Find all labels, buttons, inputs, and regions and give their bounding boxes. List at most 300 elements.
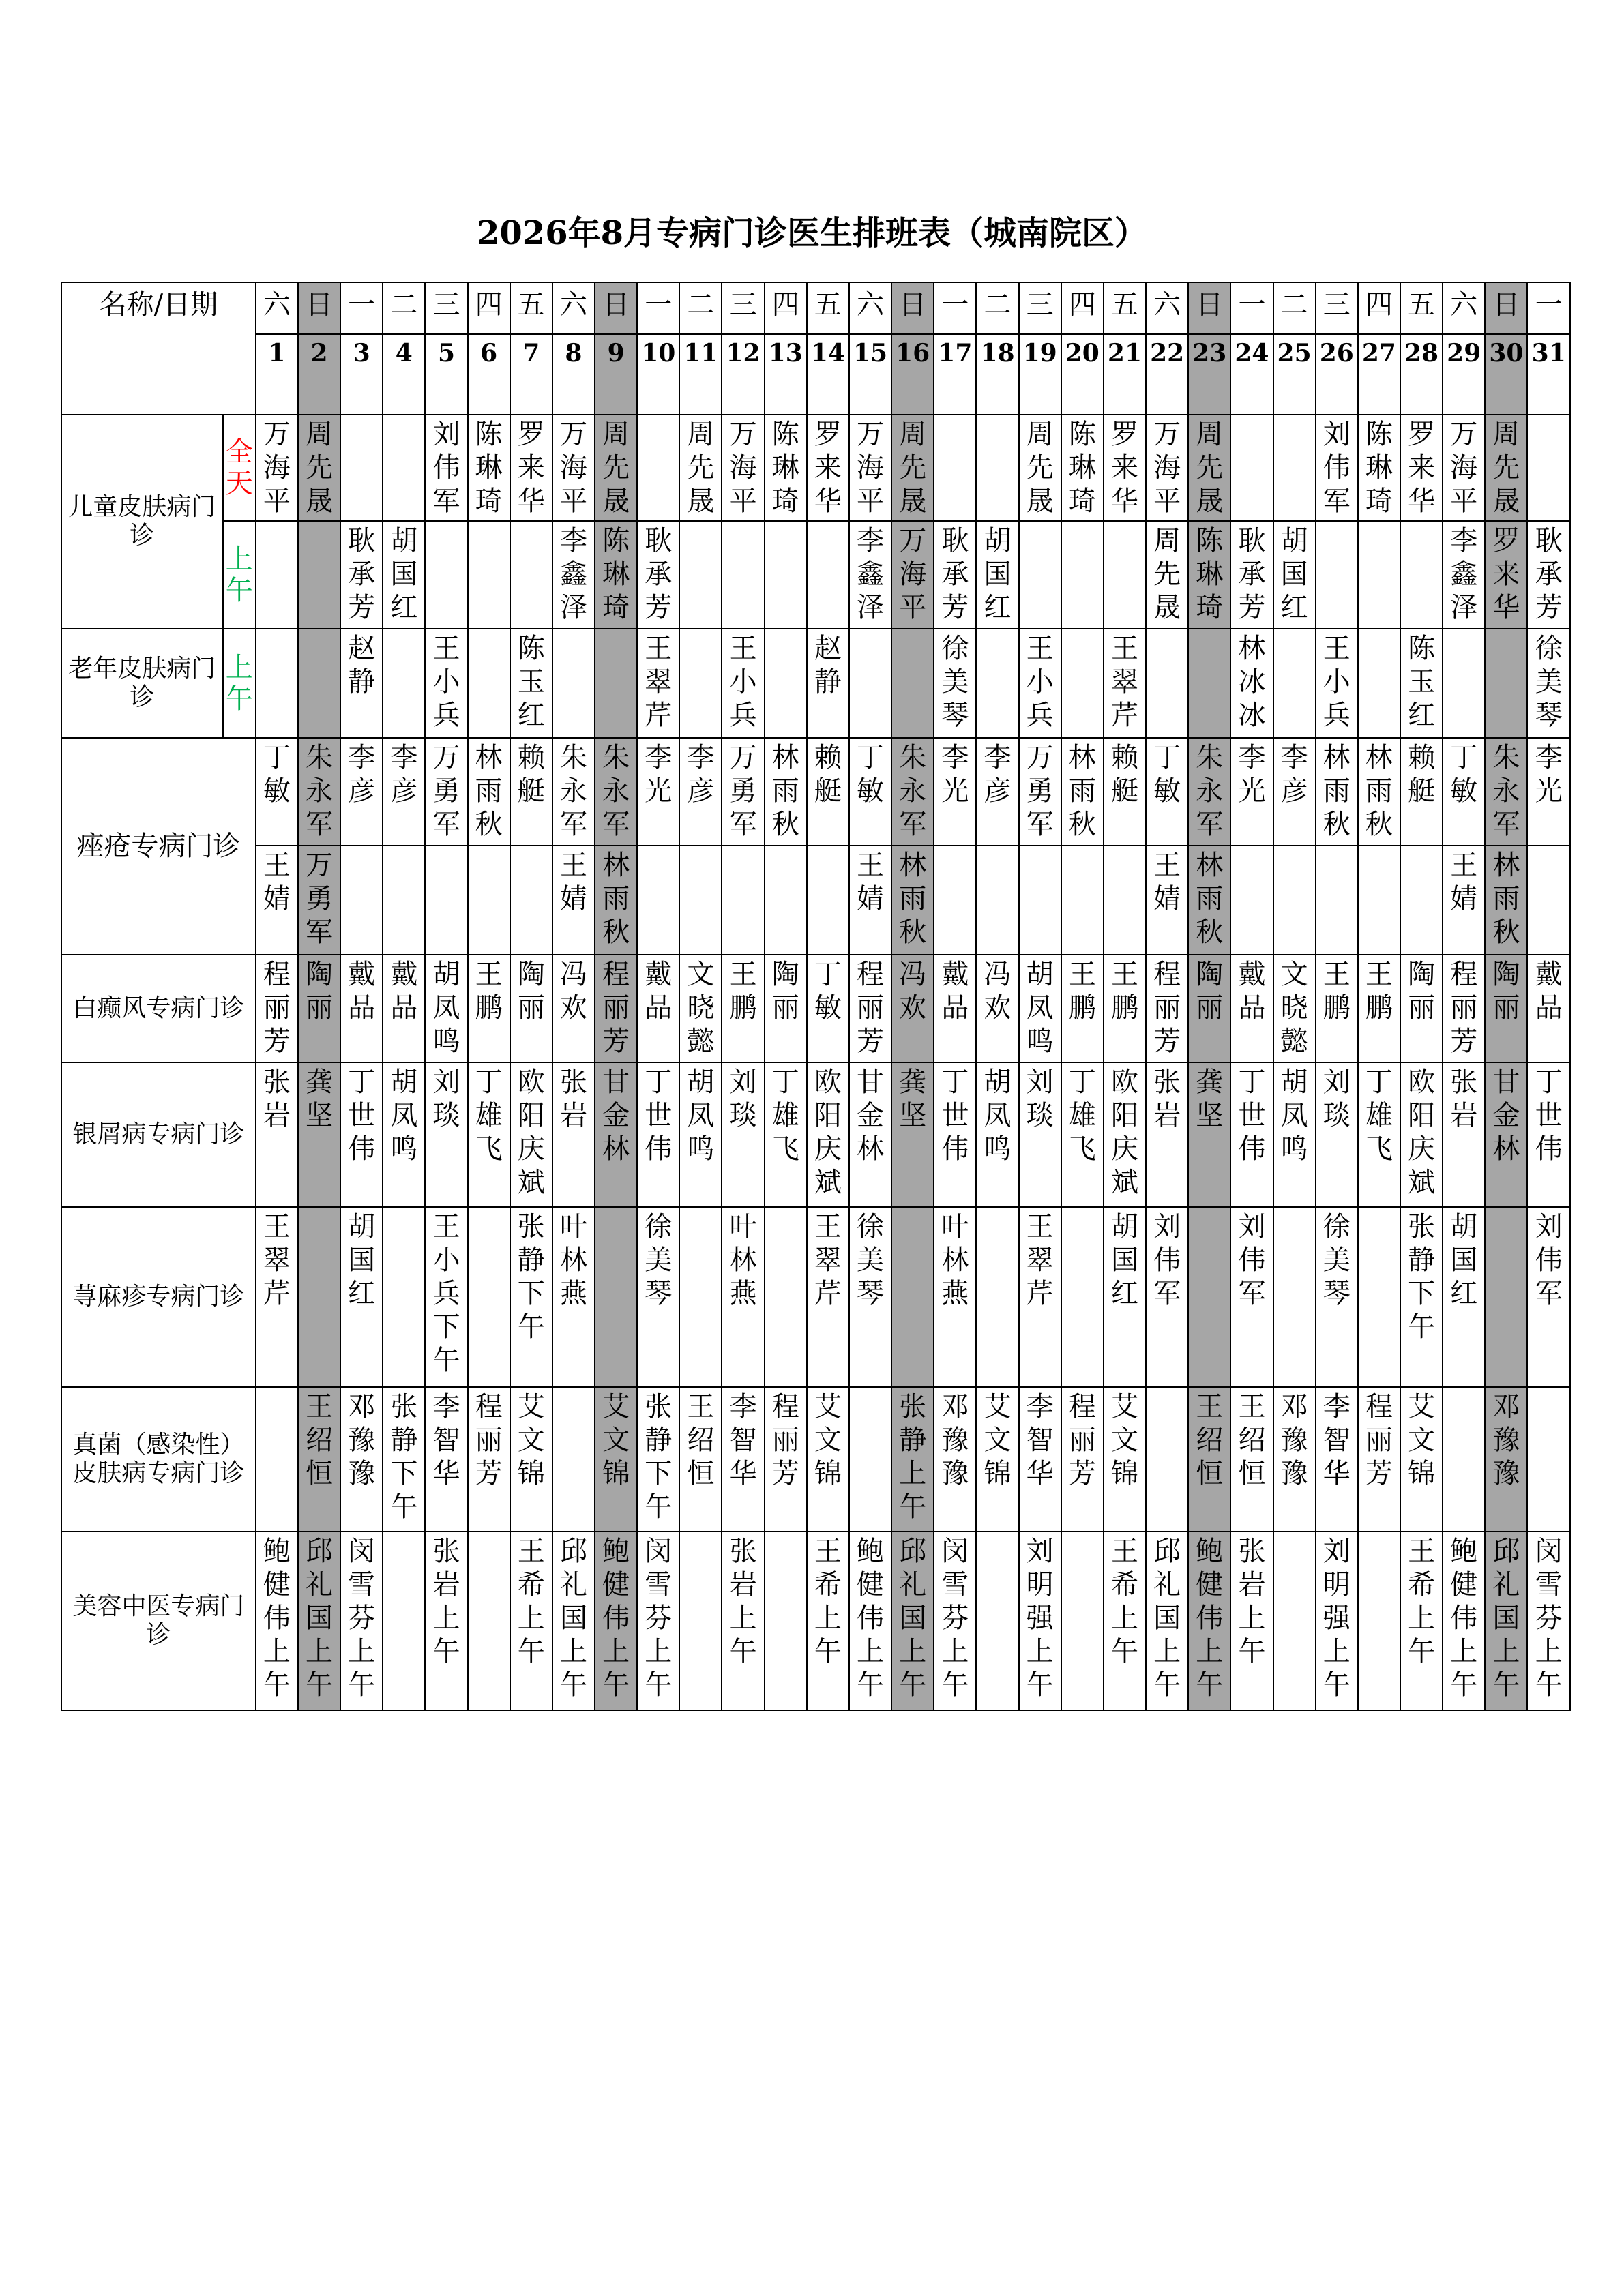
doctor-cell-text: 李鑫泽 [559, 525, 587, 623]
date-cell-text: 14 [810, 339, 845, 368]
doctor-cell-text [680, 1208, 721, 1210]
date-cell [468, 334, 510, 415]
doctor-cell [1019, 1387, 1061, 1532]
doctor-cell-text: 王小兵 [432, 633, 460, 731]
doctor-cell-text: 周先晟 [899, 419, 927, 517]
doctor-cell [1188, 846, 1230, 955]
doctor-cell-text: 邓豫豫 [1280, 1391, 1308, 1489]
doctor-cell-text [1486, 629, 1526, 632]
doctor-cell-text: 陈琳琦 [771, 419, 799, 517]
doctor-cell-text [1020, 846, 1061, 849]
doctor-cell [934, 521, 976, 629]
doctor-cell-text: 李鑫泽 [857, 525, 885, 623]
doctor-cell [1019, 1207, 1061, 1387]
doctor-cell [552, 629, 595, 738]
doctor-cell [1316, 1207, 1358, 1387]
doctor-cell-text: 文晓懿 [1280, 959, 1308, 1057]
doctor-cell-text [765, 629, 806, 632]
doctor-cell-text: 李彦 [687, 742, 715, 807]
doctor-cell [1527, 1207, 1570, 1387]
doctor-cell-text: 陈琳琦 [1068, 419, 1096, 517]
doctor-cell [1527, 521, 1570, 629]
doctor-cell [340, 629, 383, 738]
doctor-cell-text: 丁敏 [1450, 742, 1478, 807]
doctor-cell [595, 1387, 637, 1532]
schedule-row [61, 1387, 1570, 1532]
doctor-cell-text [383, 846, 424, 849]
date-cell [679, 334, 722, 415]
weekday-cell: 日 [298, 282, 340, 334]
doctor-cell [1358, 629, 1400, 738]
doctor-cell [340, 1207, 383, 1387]
doctor-cell [510, 415, 552, 521]
doctor-cell-text [1359, 1208, 1400, 1210]
doctor-cell-text: 艾文锦 [984, 1391, 1012, 1489]
doctor-cell [1104, 1062, 1146, 1207]
date-cell-text: 6 [480, 339, 498, 368]
doctor-cell [298, 846, 340, 955]
doctor-cell-text: 耿承芳 [1238, 525, 1266, 623]
doctor-cell [891, 738, 934, 846]
doctor-cell [679, 1532, 722, 1710]
weekday-cell: 三 [1316, 282, 1358, 334]
date-cell-text: 4 [395, 339, 413, 368]
date-cell [595, 334, 637, 415]
doctor-cell [637, 1532, 679, 1710]
doctor-cell [425, 738, 467, 846]
doctor-cell-text: 丁敏 [263, 742, 291, 807]
doctor-cell [891, 955, 934, 1062]
doctor-cell [976, 738, 1018, 846]
date-cell-text: 13 [768, 339, 803, 368]
doctor-cell [1273, 415, 1316, 521]
doctor-cell-text: 欧阳庆斌 [1110, 1067, 1138, 1198]
doctor-cell-text [1062, 1208, 1103, 1210]
schedule-row [61, 1532, 1570, 1710]
doctor-cell [425, 415, 467, 521]
doctor-cell-text: 林雨秋 [475, 742, 503, 840]
doctor-cell-text [1443, 1388, 1484, 1390]
doctor-cell-text: 邱礼国上午 [1153, 1536, 1181, 1701]
department-name: 美容中医专病门诊 [61, 1532, 256, 1710]
weekday-cell: 日 [595, 282, 637, 334]
doctor-cell-text: 陶丽 [306, 959, 333, 1024]
doctor-cell [595, 1532, 637, 1710]
doctor-cell [1230, 1387, 1273, 1532]
doctor-cell-text: 万勇军 [432, 742, 460, 840]
date-cell-text: 20 [1065, 339, 1099, 368]
doctor-cell [891, 629, 934, 738]
doctor-cell [722, 955, 764, 1062]
doctor-cell [510, 955, 552, 1062]
doctor-cell [1061, 1207, 1104, 1387]
doctor-cell-text [595, 1208, 636, 1210]
doctor-cell-text: 王绍恒 [1238, 1391, 1266, 1489]
doctor-cell-text: 邱礼国上午 [1492, 1536, 1520, 1701]
doctor-cell [552, 1532, 595, 1710]
doctor-cell [807, 629, 849, 738]
doctor-cell-text: 李彦 [984, 742, 1012, 807]
date-cell-text: 7 [522, 339, 540, 368]
date-cell-text: 26 [1319, 339, 1354, 368]
doctor-cell [1400, 415, 1443, 521]
doctor-cell [595, 738, 637, 846]
doctor-cell [1358, 415, 1400, 521]
doctor-cell-text [1062, 522, 1103, 524]
doctor-cell [976, 415, 1018, 521]
doctor-cell-text: 丁敏 [814, 959, 842, 1024]
doctor-cell-text: 万海平 [857, 419, 885, 517]
doctor-cell [1230, 1062, 1273, 1207]
doctor-cell [934, 1207, 976, 1387]
doctor-cell [1443, 846, 1485, 955]
weekday-cell: 二 [1273, 282, 1316, 334]
doctor-cell-text: 陈玉红 [517, 633, 545, 731]
doctor-cell [1485, 1062, 1527, 1207]
doctor-cell-text [1104, 522, 1145, 524]
doctor-cell [298, 1207, 340, 1387]
doctor-cell [383, 955, 425, 1062]
doctor-cell-text: 鲍健伟上午 [1196, 1536, 1224, 1701]
doctor-cell-text [1359, 1532, 1400, 1535]
date-cell [1273, 334, 1316, 415]
doctor-cell [976, 1207, 1018, 1387]
date-cell [256, 334, 298, 415]
weekday-cell: 二 [679, 282, 722, 334]
doctor-cell-text: 李彦 [1280, 742, 1308, 807]
doctor-cell [1485, 1532, 1527, 1710]
doctor-cell-text: 甘金林 [1492, 1067, 1520, 1165]
doctor-cell-text [638, 846, 679, 849]
doctor-cell [891, 1532, 934, 1710]
doctor-cell [383, 1062, 425, 1207]
doctor-cell [1273, 1532, 1316, 1710]
doctor-cell-text: 鲍健伟上午 [1450, 1536, 1478, 1701]
doctor-cell-text [808, 846, 848, 849]
doctor-cell [256, 1387, 298, 1532]
department-name: 儿童皮肤病门诊 [61, 415, 223, 629]
doctor-cell [1188, 1387, 1230, 1532]
doctor-cell [1400, 1062, 1443, 1207]
doctor-cell-text: 丁雄飞 [771, 1067, 799, 1165]
doctor-cell-text: 闵雪芬上午 [1535, 1536, 1563, 1701]
weekday-cell: 四 [1061, 282, 1104, 334]
doctor-cell-text [1528, 1388, 1569, 1390]
doctor-cell [1358, 521, 1400, 629]
doctor-cell-text: 欧阳庆斌 [814, 1067, 842, 1198]
doctor-cell [595, 1062, 637, 1207]
doctor-cell [1104, 1207, 1146, 1387]
doctor-cell [1527, 955, 1570, 1062]
doctor-cell [1019, 1062, 1061, 1207]
doctor-cell-text: 王绍恒 [687, 1391, 715, 1489]
doctor-cell [807, 955, 849, 1062]
date-cell [340, 334, 383, 415]
doctor-cell-text: 朱永军 [1196, 742, 1224, 840]
doctor-cell-text [1062, 846, 1103, 849]
doctor-cell [552, 1062, 595, 1207]
weekday-cell: 三 [425, 282, 467, 334]
doctor-cell [637, 415, 679, 521]
doctor-cell-text: 陈琳琦 [1196, 525, 1224, 623]
doctor-cell-text [1274, 629, 1315, 632]
doctor-cell [722, 629, 764, 738]
doctor-cell [637, 955, 679, 1062]
doctor-cell [1230, 1207, 1273, 1387]
doctor-cell [679, 846, 722, 955]
weekday-cell: 一 [934, 282, 976, 334]
doctor-cell [765, 629, 807, 738]
weekday-cell: 一 [637, 282, 679, 334]
doctor-cell [637, 846, 679, 955]
doctor-cell-text: 赖艇 [1110, 742, 1138, 807]
doctor-cell-text: 艾文锦 [517, 1391, 545, 1489]
doctor-cell-text: 陈琳琦 [1365, 419, 1393, 517]
doctor-cell-text: 赖艇 [1408, 742, 1436, 807]
doctor-cell [425, 1207, 467, 1387]
doctor-cell [765, 1062, 807, 1207]
doctor-cell [340, 521, 383, 629]
doctor-cell-text: 林雨秋 [602, 850, 630, 948]
doctor-cell-text: 胡凤鸣 [687, 1067, 715, 1165]
doctor-cell [1316, 955, 1358, 1062]
doctor-cell-text: 王鹏 [475, 959, 503, 1024]
doctor-cell-text: 程丽芳 [263, 959, 291, 1057]
doctor-cell-text: 叶林燕 [559, 1211, 587, 1309]
doctor-cell [1061, 1387, 1104, 1532]
doctor-cell [425, 1532, 467, 1710]
doctor-cell-text: 王小兵 [1323, 633, 1350, 731]
doctor-cell-text: 万勇军 [729, 742, 757, 840]
doctor-cell [1400, 738, 1443, 846]
doctor-cell-text: 林雨秋 [1323, 742, 1350, 840]
doctor-cell-text: 甘金林 [857, 1067, 885, 1165]
doctor-cell [425, 629, 467, 738]
doctor-cell-text: 戴品 [1238, 959, 1266, 1024]
doctor-cell [510, 1207, 552, 1387]
doctor-cell [849, 415, 891, 521]
date-cell [1358, 334, 1400, 415]
date-cell-text: 28 [1404, 339, 1439, 368]
doctor-cell-text: 赵静 [348, 633, 376, 698]
doctor-cell-text: 程丽芳 [1450, 959, 1478, 1057]
doctor-cell-text: 胡国红 [1280, 525, 1308, 623]
date-row [61, 334, 1570, 415]
weekday-cell: 六 [1146, 282, 1188, 334]
doctor-cell-text: 陶丽 [771, 959, 799, 1024]
doctor-cell [383, 1532, 425, 1710]
doctor-cell-text [934, 846, 975, 849]
doctor-cell-text [765, 846, 806, 849]
doctor-cell-text [765, 1208, 806, 1210]
doctor-cell [1019, 521, 1061, 629]
date-cell [1443, 334, 1485, 415]
doctor-cell-text: 耿承芳 [1535, 525, 1563, 623]
department-name: 白癫风专病门诊 [61, 955, 256, 1062]
doctor-cell-text [341, 846, 382, 849]
doctor-cell-text: 李彦 [390, 742, 418, 807]
doctor-cell [340, 1062, 383, 1207]
doctor-cell [510, 521, 552, 629]
doctor-cell [510, 738, 552, 846]
doctor-cell [1019, 1532, 1061, 1710]
date-cell-text: 27 [1361, 339, 1396, 368]
doctor-cell [1061, 738, 1104, 846]
date-cell-text: 10 [641, 339, 676, 368]
doctor-cell [1358, 1532, 1400, 1710]
doctor-cell [1485, 629, 1527, 738]
doctor-cell-text [1316, 846, 1357, 849]
doctor-cell-text [1401, 522, 1442, 524]
date-cell-text: 15 [853, 339, 888, 368]
doctor-cell-text: 王婧 [559, 850, 587, 914]
doctor-cell-text: 张静下午 [645, 1391, 673, 1523]
doctor-cell [298, 629, 340, 738]
doctor-cell [976, 1387, 1018, 1532]
doctor-cell [891, 521, 934, 629]
doctor-cell [1273, 1207, 1316, 1387]
doctor-cell-text: 刘伟军 [1238, 1211, 1266, 1309]
doctor-cell-text: 陶丽 [1196, 959, 1224, 1024]
page-title: 2026年8月专病门诊医生排班表（城南院区） [477, 214, 1147, 252]
doctor-cell-text [383, 629, 424, 632]
doctor-cell [1443, 521, 1485, 629]
doctor-cell [1230, 738, 1273, 846]
doctor-cell [510, 1062, 552, 1207]
doctor-cell [468, 955, 510, 1062]
doctor-cell [595, 846, 637, 955]
weekday-cell: 四 [468, 282, 510, 334]
doctor-cell-text: 赖艇 [814, 742, 842, 807]
doctor-cell-text: 丁雄飞 [1365, 1067, 1393, 1165]
doctor-cell-text: 徐美琴 [645, 1211, 673, 1309]
doctor-cell-text: 万勇军 [1026, 742, 1054, 840]
doctor-cell [1061, 1532, 1104, 1710]
doctor-cell-text: 文晓懿 [687, 959, 715, 1057]
doctor-cell-text: 龚坚 [899, 1067, 927, 1131]
doctor-cell-text: 耿承芳 [941, 525, 969, 623]
doctor-cell-text [1189, 629, 1230, 632]
doctor-cell [934, 846, 976, 955]
doctor-cell [765, 738, 807, 846]
doctor-cell [765, 846, 807, 955]
doctor-cell [976, 1062, 1018, 1207]
doctor-cell-text: 林雨秋 [1492, 850, 1520, 948]
doctor-cell-text: 龚坚 [1196, 1067, 1224, 1131]
doctor-cell [298, 955, 340, 1062]
doctor-cell-text: 闵雪芬上午 [941, 1536, 969, 1701]
doctor-cell [722, 1532, 764, 1710]
doctor-cell-text: 王绍恒 [1196, 1391, 1224, 1489]
doctor-cell [679, 415, 722, 521]
doctor-cell-text: 程丽芳 [602, 959, 630, 1057]
doctor-cell-text: 耿承芳 [348, 525, 376, 623]
doctor-cell-text: 戴品 [390, 959, 418, 1024]
doctor-cell [1188, 1207, 1230, 1387]
weekday-cell: 六 [849, 282, 891, 334]
doctor-cell [976, 1532, 1018, 1710]
doctor-cell [1104, 1532, 1146, 1710]
doctor-cell-text: 鲍健伟上午 [857, 1536, 885, 1701]
doctor-cell [765, 521, 807, 629]
doctor-cell [1061, 1062, 1104, 1207]
doctor-cell [934, 1062, 976, 1207]
doctor-cell-text: 程丽芳 [1365, 1391, 1393, 1489]
doctor-cell [425, 1062, 467, 1207]
doctor-cell [1104, 955, 1146, 1062]
doctor-cell-text: 张岩上午 [729, 1536, 757, 1667]
doctor-cell-text [892, 1208, 933, 1210]
doctor-cell-text: 王小兵 [729, 633, 757, 731]
doctor-cell [468, 1532, 510, 1710]
date-cell-text: 12 [726, 339, 761, 368]
doctor-cell-text: 徐美琴 [941, 633, 969, 731]
doctor-cell-text [469, 1532, 510, 1535]
date-cell-text: 1 [268, 339, 286, 368]
doctor-cell [1443, 1207, 1485, 1387]
doctor-cell-text [977, 1532, 1018, 1535]
doctor-cell [1188, 415, 1230, 521]
doctor-cell [1485, 738, 1527, 846]
doctor-cell-text: 徐美琴 [1323, 1211, 1350, 1309]
doctor-cell [1146, 521, 1188, 629]
doctor-cell-text: 王小兵 [1026, 633, 1054, 731]
date-cell-text: 2 [310, 339, 328, 368]
doctor-cell-text: 王鹏 [1068, 959, 1096, 1024]
doctor-cell-text: 程丽芳 [1153, 959, 1181, 1057]
doctor-cell [1527, 846, 1570, 955]
doctor-cell [1188, 629, 1230, 738]
doctor-cell-text [765, 522, 806, 524]
doctor-cell-text: 胡国红 [1450, 1211, 1478, 1309]
doctor-cell [1061, 415, 1104, 521]
doctor-cell [1443, 629, 1485, 738]
doctor-cell [722, 738, 764, 846]
doctor-cell-text: 李智华 [1323, 1391, 1350, 1489]
weekday-cell: 二 [976, 282, 1018, 334]
doctor-cell-text [680, 629, 721, 632]
doctor-cell-text: 林冰冰 [1238, 633, 1266, 731]
doctor-cell-text: 刘伟军 [1323, 419, 1350, 517]
doctor-cell [256, 521, 298, 629]
doctor-cell [425, 955, 467, 1062]
doctor-cell-text: 周先晟 [1492, 419, 1520, 517]
doctor-cell [298, 521, 340, 629]
doctor-cell-text [469, 1208, 510, 1210]
doctor-cell [679, 1207, 722, 1387]
doctor-cell-text: 叶林燕 [729, 1211, 757, 1309]
doctor-cell [934, 955, 976, 1062]
shift-label: 上午 [223, 521, 256, 629]
weekday-cell: 一 [1230, 282, 1273, 334]
weekday-cell: 四 [765, 282, 807, 334]
date-cell-text: 25 [1277, 339, 1312, 368]
doctor-cell [807, 1532, 849, 1710]
doctor-cell-text: 王翠芹 [263, 1211, 291, 1309]
doctor-cell-text: 李彦 [348, 742, 376, 807]
doctor-cell-text [850, 629, 891, 632]
doctor-cell-text [1359, 522, 1400, 524]
doctor-cell-text: 周先晟 [602, 419, 630, 517]
doctor-cell-text: 鲍健伟上午 [263, 1536, 291, 1701]
doctor-cell [1443, 1532, 1485, 1710]
doctor-cell [510, 846, 552, 955]
doctor-cell [637, 521, 679, 629]
doctor-cell [891, 415, 934, 521]
doctor-cell-text: 戴品 [1535, 959, 1563, 1024]
doctor-cell [256, 1532, 298, 1710]
doctor-cell [679, 955, 722, 1062]
